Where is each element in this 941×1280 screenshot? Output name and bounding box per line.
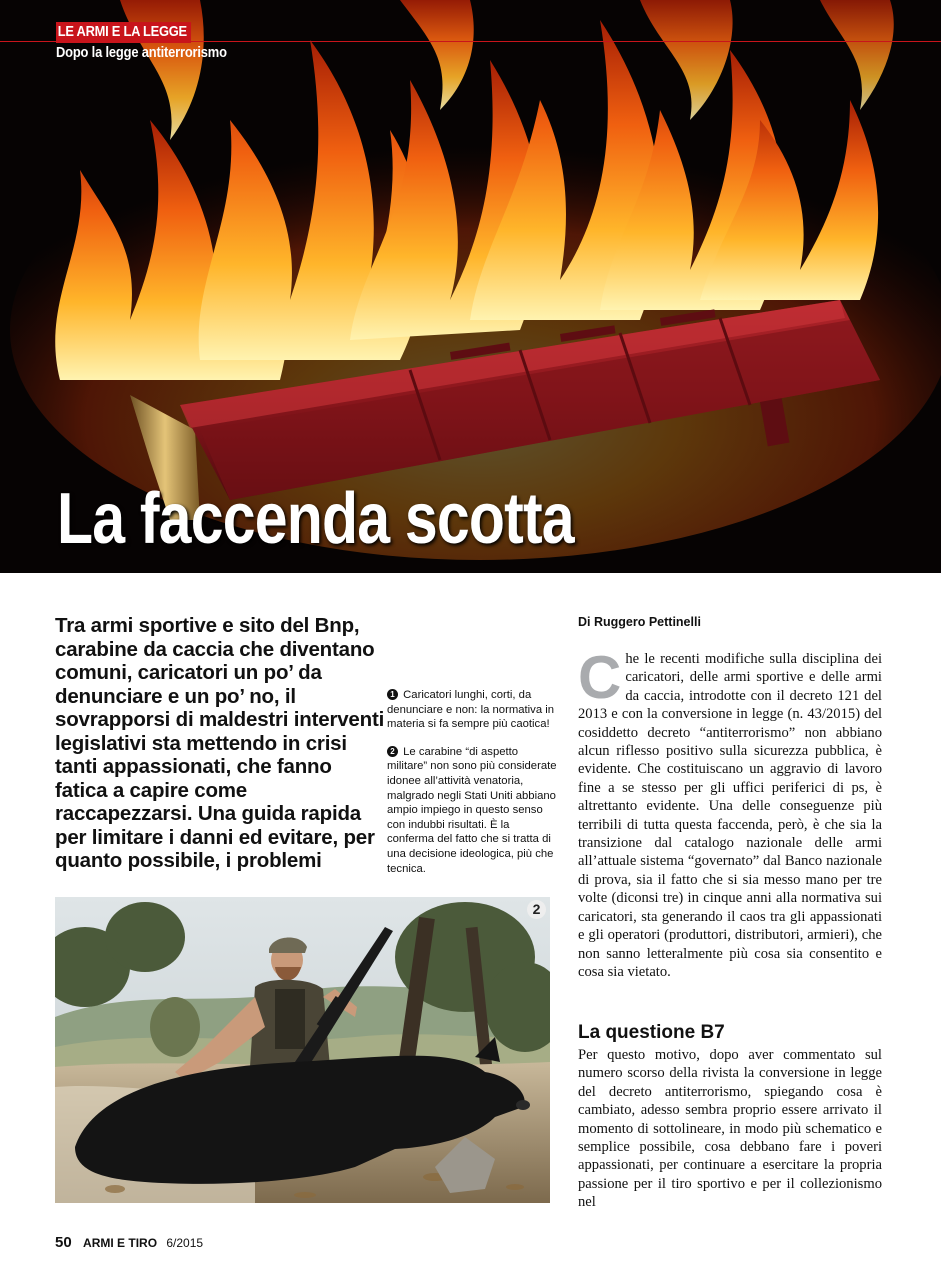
hunter-with-boar-image — [55, 897, 550, 1203]
caption-1 — [387, 688, 559, 732]
caption-text: Le carabine “di aspetto militare” non sono più considerate idonee all’attività venatoria, malgrado negli Stati Uniti abbiano ampio impiego in questo senso con indubbi risultati. È la conferma del fatto che si tratta di una decisione ideologica, più che tecnica. — [387, 745, 557, 875]
article-body-2: Per questo motivo, dopo aver commentato sul numero scorso della rivista la conversione in legge del decreto antiterrorismo, spiegando cosa è cambiato, adesso sembra proprio essere arrivato il momento di sottolineare, in modo più schematico e semplice possibile, cosa debbano fare i poveri appassionati, per continuare a esercitare la propria passione per il tiro sportivo e per il collezionismo nel — [578, 1047, 882, 1211]
drop-cap: C — [578, 644, 622, 711]
section-subtitle: Dopo la legge antiterrorismo — [56, 44, 227, 61]
article-body-1 — [578, 644, 882, 981]
hero-image — [0, 0, 941, 573]
caption-number: 2 — [387, 746, 398, 757]
photo-number-badge: 2 — [527, 900, 546, 919]
page-footer — [55, 1234, 203, 1251]
hunter-photo — [55, 897, 550, 1203]
subheading: La questione B7 — [578, 1022, 725, 1043]
article-lead: Tra armi sportive e sito del Bnp, carabine da caccia che diventano comuni, caricatori un po’ da denunciare e un po’ no, il sovrapporsi di maldestri interventi legislativi sta mettendo in crisi tanti appassionati, che fanno fatica a capire come raccapezzarsi. Una guida rapida per limitare i danni ed evitare, per quanto possibile, i problemi — [55, 614, 385, 872]
caption-2 — [387, 745, 559, 876]
captions — [387, 688, 559, 889]
magazine-name: ARMI E TIRO — [83, 1236, 158, 1250]
caption-number: 1 — [387, 689, 398, 700]
page-title: La faccenda scotta — [57, 479, 574, 559]
body-text: he le recenti modifiche sulla disciplina dei caricatori, delle armi sportive e delle armi da caccia, introdotte con il decreto 121 del 2013 e con la conversione in legge (n. 43/2015) del cosiddetto decreto “antiterrorismo” non abbiano alcun riflesso positivo sulla sicurezza pubblica, è evidente. Che costituiscano un aggravio di lavoro fine a se stesso per gli uffici periferici di ps, è altrettanto evidente. Una delle conseguenze più terribili di tutta questa faccenda, però, è che sia la transizione dal catalogo nazionale delle armi all’attuale sistema “governato” dal Banco nazionale di prova, sia il fatto che si sia messo mano per tre volte (diconsi tre) in cinque anni alla normativa sui caricatori, sta generando il caos tra gli appassionati e gli operatori (produttori, distributori, armieri), che non sanno letteralmente più cosa sia consentito e cosa sia vietato. — [578, 651, 882, 980]
byline: Di Ruggero Pettinelli — [578, 615, 701, 629]
section-tag: LE ARMI E LA LEGGE — [56, 22, 191, 43]
issue-number: 6/2015 — [166, 1236, 204, 1250]
page-number: 50 — [55, 1234, 72, 1251]
caption-text: Caricatori lunghi, corti, da denunciare e non: la normativa in materia si fa sempre più caotica! — [387, 689, 555, 731]
